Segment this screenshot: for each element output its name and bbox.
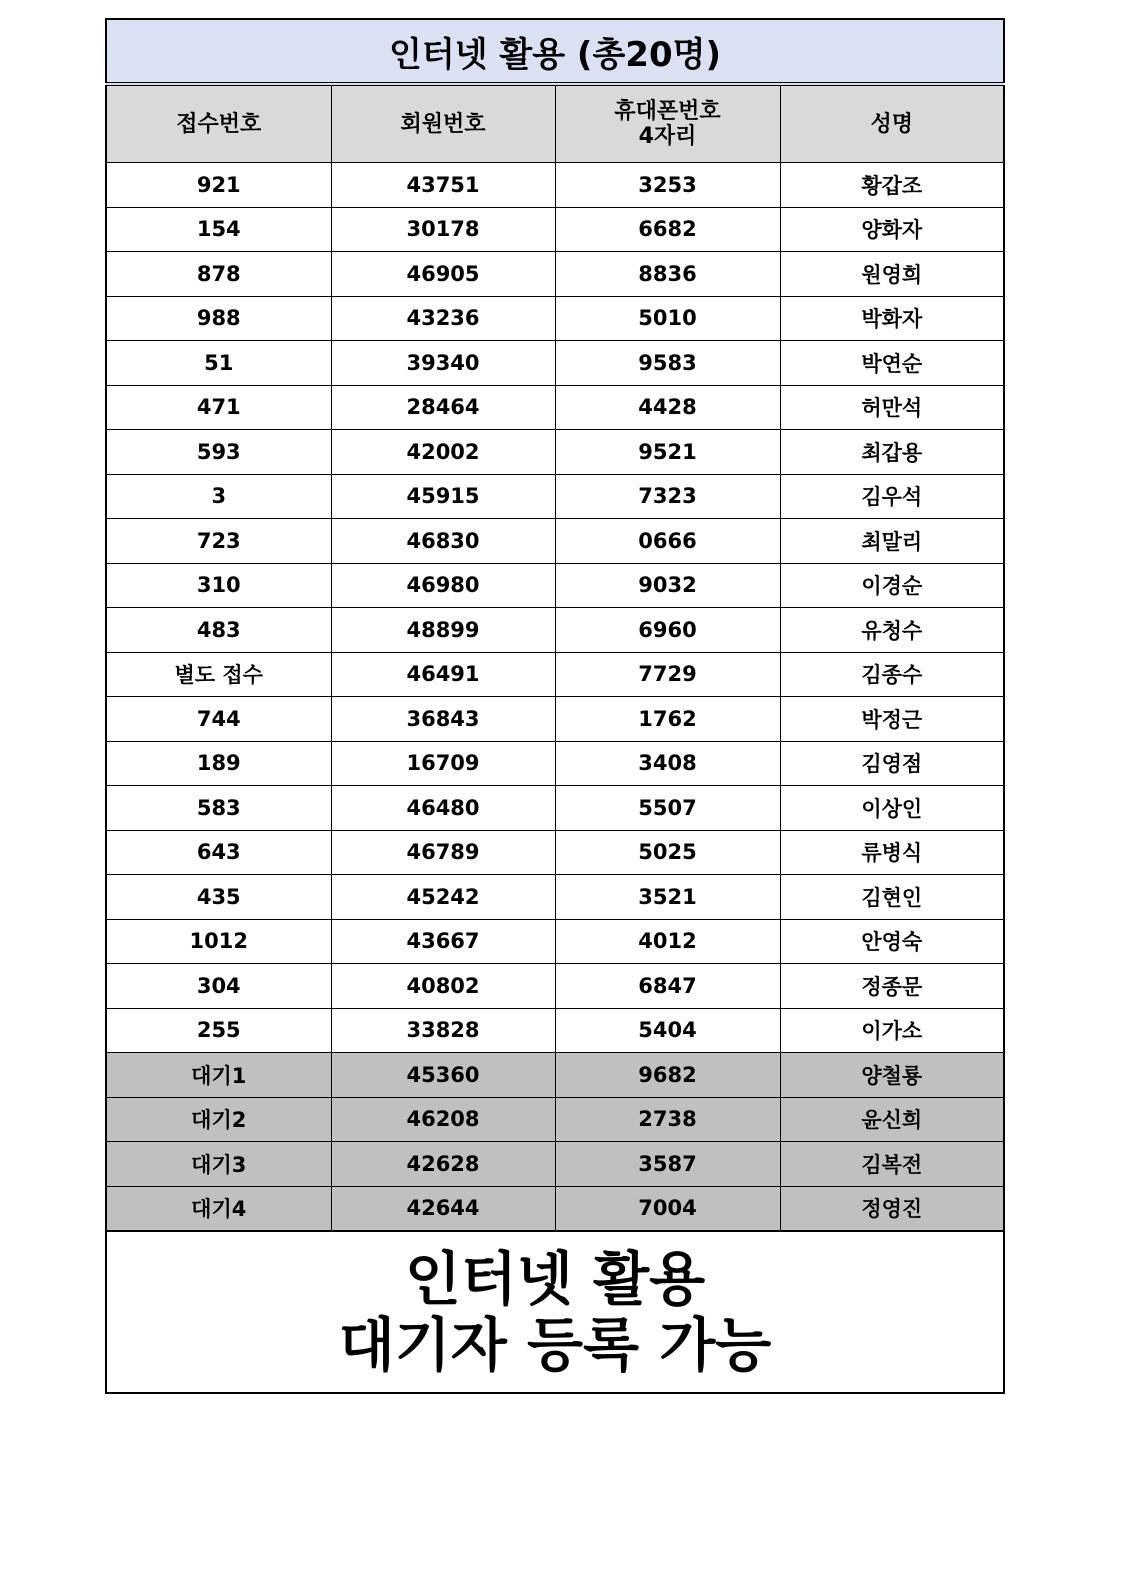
table-row [106, 652, 1004, 697]
phone-last4-cell: 9521 [555, 430, 780, 475]
receipt-number-cell: 483 [106, 608, 331, 653]
receipt-number-cell: 255 [106, 1008, 331, 1053]
name-cell: 이상인 [780, 786, 1004, 831]
receipt-number-cell: 3 [106, 474, 331, 519]
receipt-number-cell: 189 [106, 741, 331, 786]
phone-last4-cell: 7729 [555, 652, 780, 697]
member-number-cell: 45360 [331, 1053, 555, 1098]
receipt-number-cell: 471 [106, 385, 331, 430]
table-row [106, 875, 1004, 920]
phone-last4-cell: 3587 [555, 1142, 780, 1187]
roster-body [106, 163, 1004, 1232]
name-cell: 류병식 [780, 830, 1004, 875]
waiting-row [106, 1097, 1004, 1142]
table-row [106, 1008, 1004, 1053]
phone-last4-cell: 6960 [555, 608, 780, 653]
receipt-number-cell: 51 [106, 341, 331, 386]
receipt-number-cell: 643 [106, 830, 331, 875]
name-cell: 김현인 [780, 875, 1004, 920]
member-number-cell: 46980 [331, 563, 555, 608]
receipt-number-cell: 304 [106, 964, 331, 1009]
phone-last4-cell: 2738 [555, 1097, 780, 1142]
member-number-cell: 45915 [331, 474, 555, 519]
receipt-number-cell: 대기3 [106, 1142, 331, 1187]
member-number-cell: 16709 [331, 741, 555, 786]
member-number-cell: 45242 [331, 875, 555, 920]
table-row [106, 964, 1004, 1009]
receipt-number-cell: 988 [106, 296, 331, 341]
receipt-number-cell: 593 [106, 430, 331, 475]
name-cell: 허만석 [780, 385, 1004, 430]
header-row [106, 84, 1004, 163]
member-number-cell: 40802 [331, 964, 555, 1009]
phone-last4-cell: 1762 [555, 697, 780, 742]
member-number-cell: 48899 [331, 608, 555, 653]
table-row [106, 519, 1004, 564]
phone-last4-cell: 3521 [555, 875, 780, 920]
page-title: 인터넷 활용 (총20명) [106, 19, 1004, 84]
table-row [106, 741, 1004, 786]
member-number-cell: 43751 [331, 163, 555, 208]
name-cell: 박화자 [780, 296, 1004, 341]
member-number-cell: 28464 [331, 385, 555, 430]
footer-line-2: 대기자 등록 가능 [338, 1311, 772, 1379]
receipt-number-cell: 583 [106, 786, 331, 831]
table-row [106, 919, 1004, 964]
table-row [106, 474, 1004, 519]
receipt-number-cell: 1012 [106, 919, 331, 964]
table-row [106, 341, 1004, 386]
member-number-cell: 46208 [331, 1097, 555, 1142]
member-number-cell: 46830 [331, 519, 555, 564]
phone-last4-cell: 4428 [555, 385, 780, 430]
name-cell: 최갑용 [780, 430, 1004, 475]
name-cell: 윤신희 [780, 1097, 1004, 1142]
phone-last4-cell: 7004 [555, 1186, 780, 1231]
receipt-number-cell: 878 [106, 252, 331, 297]
waiting-row [106, 1142, 1004, 1187]
name-cell: 이경순 [780, 563, 1004, 608]
header-phone-last4: 휴대폰번호 4자리 [555, 84, 780, 163]
table-row [106, 697, 1004, 742]
roster-sheet [105, 18, 1003, 1394]
name-cell: 유청수 [780, 608, 1004, 653]
receipt-number-cell: 921 [106, 163, 331, 208]
member-number-cell: 42002 [331, 430, 555, 475]
name-cell: 정영진 [780, 1186, 1004, 1231]
member-number-cell: 46491 [331, 652, 555, 697]
phone-last4-cell: 7323 [555, 474, 780, 519]
member-number-cell: 42644 [331, 1186, 555, 1231]
name-cell: 김종수 [780, 652, 1004, 697]
name-cell: 황갑조 [780, 163, 1004, 208]
receipt-number-cell: 154 [106, 207, 331, 252]
table-row [106, 786, 1004, 831]
footer-notice [106, 1231, 1004, 1393]
receipt-number-cell: 744 [106, 697, 331, 742]
member-number-cell: 43667 [331, 919, 555, 964]
phone-last4-cell: 4012 [555, 919, 780, 964]
phone-last4-cell: 3408 [555, 741, 780, 786]
receipt-number-cell: 별도 접수 [106, 652, 331, 697]
name-cell: 정종문 [780, 964, 1004, 1009]
phone-last4-cell: 5025 [555, 830, 780, 875]
phone-last4-cell: 8836 [555, 252, 780, 297]
receipt-number-cell: 310 [106, 563, 331, 608]
name-cell: 김복전 [780, 1142, 1004, 1187]
table-row [106, 385, 1004, 430]
name-cell: 박정근 [780, 697, 1004, 742]
footer-line-1: 인터넷 활용 [404, 1245, 706, 1313]
roster-table [105, 18, 1005, 1394]
receipt-number-cell: 대기4 [106, 1186, 331, 1231]
waiting-row [106, 1053, 1004, 1098]
table-row [106, 830, 1004, 875]
phone-last4-cell: 9583 [555, 341, 780, 386]
phone-last4-cell: 6847 [555, 964, 780, 1009]
table-row [106, 252, 1004, 297]
receipt-number-cell: 723 [106, 519, 331, 564]
phone-last4-cell: 3253 [555, 163, 780, 208]
name-cell: 이가소 [780, 1008, 1004, 1053]
name-cell: 김영점 [780, 741, 1004, 786]
name-cell: 원영희 [780, 252, 1004, 297]
phone-last4-cell: 5010 [555, 296, 780, 341]
member-number-cell: 36843 [331, 697, 555, 742]
receipt-number-cell: 435 [106, 875, 331, 920]
receipt-number-cell: 대기2 [106, 1097, 331, 1142]
table-row [106, 163, 1004, 208]
member-number-cell: 39340 [331, 341, 555, 386]
member-number-cell: 46789 [331, 830, 555, 875]
name-cell: 박연순 [780, 341, 1004, 386]
phone-last4-cell: 9682 [555, 1053, 780, 1098]
member-number-cell: 30178 [331, 207, 555, 252]
member-number-cell: 42628 [331, 1142, 555, 1187]
header-name: 성명 [780, 84, 1004, 163]
header-receipt-number: 접수번호 [106, 84, 331, 163]
member-number-cell: 46905 [331, 252, 555, 297]
waiting-row [106, 1186, 1004, 1231]
phone-last4-cell: 5404 [555, 1008, 780, 1053]
name-cell: 양화자 [780, 207, 1004, 252]
member-number-cell: 43236 [331, 296, 555, 341]
phone-last4-cell: 6682 [555, 207, 780, 252]
name-cell: 최말리 [780, 519, 1004, 564]
table-row [106, 207, 1004, 252]
table-row [106, 608, 1004, 653]
header-member-number: 회원번호 [331, 84, 555, 163]
name-cell: 양철룡 [780, 1053, 1004, 1098]
table-row [106, 563, 1004, 608]
table-row [106, 430, 1004, 475]
phone-last4-cell: 0666 [555, 519, 780, 564]
phone-last4-cell: 9032 [555, 563, 780, 608]
table-row [106, 296, 1004, 341]
member-number-cell: 46480 [331, 786, 555, 831]
phone-last4-cell: 5507 [555, 786, 780, 831]
name-cell: 안영숙 [780, 919, 1004, 964]
receipt-number-cell: 대기1 [106, 1053, 331, 1098]
name-cell: 김우석 [780, 474, 1004, 519]
member-number-cell: 33828 [331, 1008, 555, 1053]
